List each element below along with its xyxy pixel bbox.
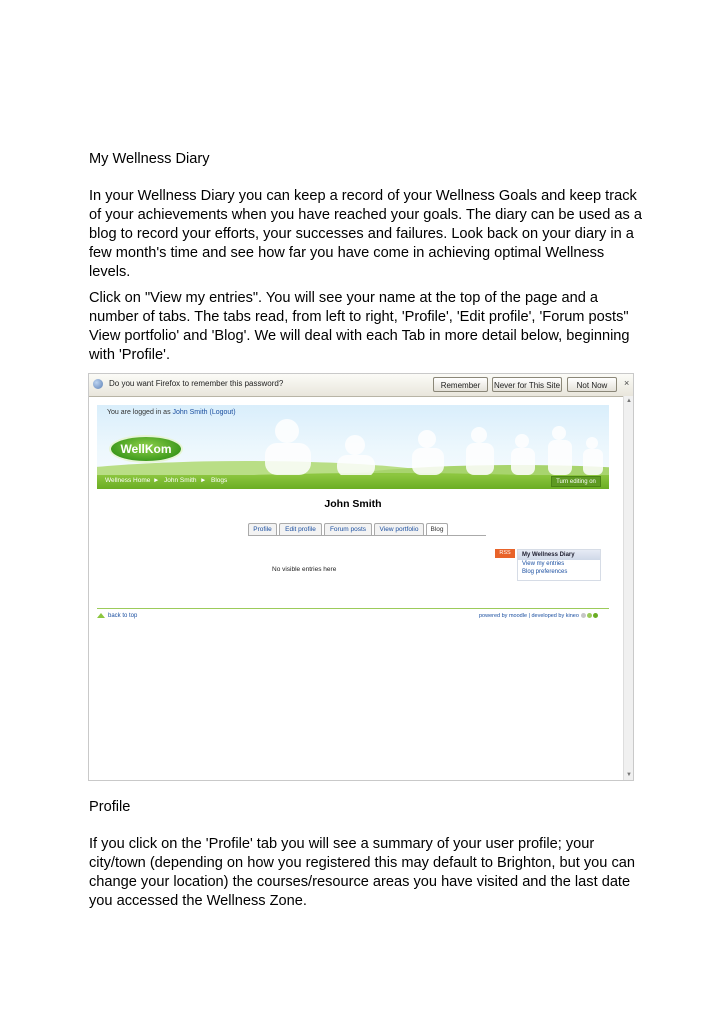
tab-divider [248, 535, 486, 536]
no-entries-message: No visible entries here [272, 566, 337, 573]
dot-icon [593, 613, 598, 618]
browser-screenshot [88, 373, 634, 781]
tab-view-portfolio[interactable]: View portfolio [374, 523, 424, 535]
intro-paragraph [89, 187, 649, 282]
login-info [107, 409, 236, 416]
tab-edit-profile[interactable]: Edit profile [279, 523, 322, 535]
login-prefix: You are logged in as [107, 409, 173, 416]
instruction-paragraph [89, 289, 649, 365]
scroll-down-icon[interactable]: ▼ [626, 772, 632, 778]
key-icon [93, 379, 103, 389]
dot-icon [587, 613, 592, 618]
nav-blogs[interactable]: Blogs [211, 477, 228, 484]
nav-separator: ► [200, 477, 207, 484]
tab-profile[interactable]: Profile [248, 523, 277, 535]
back-to-top-link[interactable] [97, 613, 137, 619]
tab-forum-posts[interactable]: Forum posts [324, 523, 372, 535]
view-my-entries-link[interactable]: View my entries [522, 561, 565, 567]
nav-john-smith[interactable]: John Smith [164, 477, 197, 484]
password-prompt: Do you want Firefox to remember this password? [109, 379, 284, 388]
user-link[interactable]: John Smith [172, 409, 208, 416]
instruction-text: Click on "View my entries". You will see your name at the top of the page and a number of tabs. The tabs read, from left to right, 'Profile', 'Edit profile', 'Forum posts" View portfolio' and 'Blog'. We will deal with each Tab in more detail below, beginning with 'Profile'. [89, 290, 630, 363]
block-title: My Wellness Diary [518, 550, 600, 560]
logout-link[interactable]: (Logout) [209, 409, 236, 416]
profile-heading: Profile [89, 799, 131, 815]
turn-editing-on-button[interactable]: Turn editing on [551, 476, 601, 487]
wellkom-logo[interactable]: WellKom [111, 437, 181, 461]
intro-text: In your Wellness Diary you can keep a record of your Wellness Goals and keep track of your achievements when you have reached your goals. The diary can be used as a blog to record your efforts, your successes and failures. Look back on your diary in a few month's time and see how far you have come in achieving optimal Wellness levels. [89, 188, 643, 280]
tab-blog[interactable]: Blog [426, 523, 448, 535]
nav-separator: ► [153, 477, 160, 484]
nav-wellness-home[interactable]: Wellness Home [105, 477, 151, 484]
never-for-site-button[interactable]: Never for This Site [492, 377, 562, 392]
profile-paragraph [89, 835, 649, 911]
doc-title: My Wellness Diary [89, 151, 210, 167]
not-now-button[interactable]: Not Now [567, 377, 617, 392]
up-arrow-icon [97, 613, 105, 618]
blog-preferences-link[interactable]: Blog preferences [522, 569, 568, 575]
scroll-up-icon[interactable]: ▲ [626, 398, 632, 404]
firefox-password-bar [89, 374, 634, 397]
site-header [97, 405, 609, 475]
user-heading: John Smith [324, 498, 382, 510]
wellness-diary-block [517, 549, 601, 581]
navigation-bar [97, 475, 609, 489]
close-icon[interactable]: × [624, 378, 630, 388]
rss-badge[interactable]: RSS [495, 549, 515, 558]
footer-divider [97, 608, 609, 609]
back-to-top-label: back to top [108, 613, 138, 620]
powered-by-text: powered by moodle | developed by kineo [479, 613, 579, 619]
dot-icon [581, 613, 586, 618]
scrollbar[interactable] [623, 396, 634, 780]
profile-text: If you click on the 'Profile' tab you will see a summary of your user profile; your city/town (depending on how you registered this may default to Brighton, but you can change your location) the courses/resource areas you have visited and the last date you accessed the Wellness Zone. [89, 836, 635, 909]
remember-button[interactable]: Remember [433, 377, 488, 392]
powered-by [479, 613, 598, 619]
